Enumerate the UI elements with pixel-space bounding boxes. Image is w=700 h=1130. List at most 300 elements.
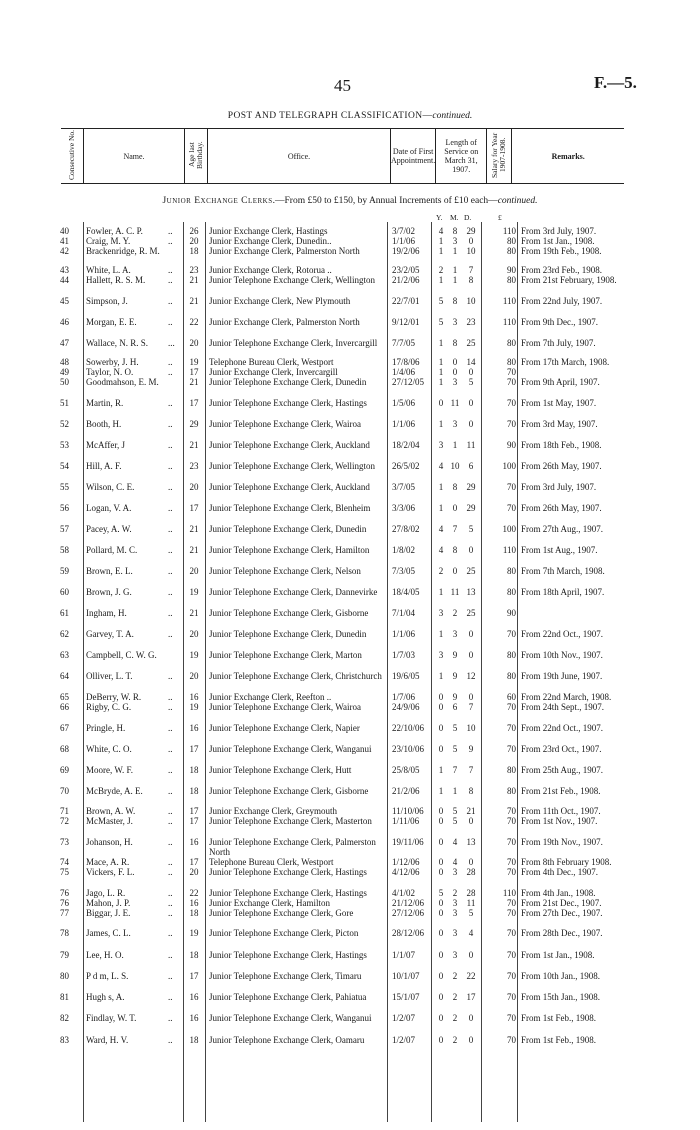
row-remarks: From 15th Jan., 1908. — [521, 992, 601, 1002]
row-service-months: 3 — [452, 928, 458, 938]
row-leader-dots: .. — [168, 629, 173, 639]
unit-months: M. — [450, 213, 459, 222]
row-age: 22 — [189, 317, 199, 327]
row-service-months: 4 — [452, 857, 458, 867]
row-number: 71 — [60, 806, 69, 816]
row-service-months: 9 — [452, 671, 458, 681]
row-remarks: From 7th March, 1908. — [521, 566, 605, 576]
row-service-months: 3 — [452, 629, 458, 639]
row-service-months: 2 — [452, 608, 458, 618]
column-rule — [83, 222, 84, 1122]
row-leader-dots: .. — [168, 992, 173, 1002]
row-service-days: 13 — [466, 837, 476, 847]
row-number: 67 — [60, 723, 69, 733]
row-age: 18 — [189, 246, 199, 256]
row-service-years: 0 — [438, 950, 444, 960]
row-age: 17 — [189, 971, 199, 981]
row-leader-dots: ... — [168, 338, 175, 348]
row-office: Junior Telephone Exchange Clerk, Wanganui — [209, 744, 372, 754]
row-age: 26 — [189, 226, 199, 236]
row-salary: 80 — [507, 246, 516, 256]
row-service-months: 0 — [452, 503, 458, 513]
row-office: Junior Telephone Exchange Clerk, Gisborne — [209, 608, 369, 618]
running-head-continued: continued. — [432, 111, 473, 121]
row-number: 50 — [60, 377, 69, 387]
page-number: 45 — [334, 76, 351, 95]
row-service-days: 25 — [466, 608, 476, 618]
row-date-of-appointment: 4/12/06 — [392, 867, 420, 877]
row-date-of-appointment: 25/8/05 — [392, 765, 420, 775]
row-office: Junior Exchange Clerk, Invercargill — [209, 367, 338, 377]
row-service-days: 0 — [468, 398, 474, 408]
row-office: Junior Exchange Clerk, Dunedin.. — [209, 236, 332, 246]
row-service-days: 0 — [468, 367, 474, 377]
row-service-months: 3 — [452, 867, 458, 877]
row-service-years: 0 — [438, 398, 444, 408]
row-age: 21 — [189, 296, 199, 306]
row-office: Junior Telephone Exchange Clerk, Hastings — [209, 867, 367, 877]
row-number: 73 — [60, 837, 69, 847]
row-date-of-appointment: 3/7/05 — [392, 482, 416, 492]
row-remarks: From 3rd May, 1907. — [521, 419, 598, 429]
row-salary: 70 — [507, 1035, 516, 1045]
row-office: Junior Telephone Exchange Clerk, Dunedin — [209, 629, 367, 639]
row-leader-dots: .. — [168, 296, 173, 306]
row-number: 40 — [60, 226, 69, 236]
row-service-years: 0 — [438, 723, 444, 733]
row-number: 52 — [60, 419, 69, 429]
row-service-days: 0 — [468, 236, 474, 246]
row-service-days: 14 — [466, 357, 476, 367]
row-number: 57 — [60, 524, 69, 534]
row-date-of-appointment: 10/1/07 — [392, 971, 420, 981]
row-remarks: From 9th April, 1907. — [521, 377, 600, 387]
row-office: Junior Telephone Exchange Clerk, Blenheim — [209, 503, 371, 513]
row-date-of-appointment: 1/2/07 — [392, 1035, 416, 1045]
row-service-years: 0 — [438, 992, 444, 1002]
row-service-years: 0 — [438, 837, 444, 847]
row-office: Junior Telephone Exchange Clerk, Wairoa — [209, 702, 362, 712]
row-date-of-appointment: 1/1/06 — [392, 236, 416, 246]
row-salary: 70 — [507, 816, 516, 826]
row-leader-dots: .. — [168, 524, 173, 534]
row-age: 17 — [189, 367, 199, 377]
row-remarks: From 22nd July, 1907. — [521, 296, 603, 306]
row-service-months: 10 — [450, 461, 460, 471]
row-name: Goodmahson, E. M. — [86, 377, 159, 387]
row-service-months: 2 — [452, 992, 458, 1002]
row-name: Ward, H. V. — [86, 1035, 129, 1045]
row-office: Junior Telephone Exchange Clerk, Masterton — [209, 816, 372, 826]
row-service-months: 5 — [452, 723, 458, 733]
row-name: Hallett, R. S. M. — [86, 275, 146, 285]
row-number: 81 — [60, 992, 69, 1002]
row-date-of-appointment: 7/3/05 — [392, 566, 416, 576]
row-leader-dots: .. — [168, 367, 173, 377]
row-age: 17 — [189, 503, 199, 513]
row-office: Junior Telephone Exchange Clerk, Gore — [209, 908, 354, 918]
row-office: Junior Telephone Exchange Clerk, Christchurch — [209, 671, 382, 681]
row-remarks: From 27th Aug., 1907. — [521, 524, 604, 534]
row-office: Junior Exchange Clerk, New Plymouth — [209, 296, 351, 306]
row-service-months: 9 — [452, 650, 458, 660]
row-service-days: 0 — [468, 692, 474, 702]
row-remarks: From 18th Feb., 1908. — [521, 440, 602, 450]
column-header-table — [61, 128, 624, 184]
row-date-of-appointment: 15/1/07 — [392, 992, 420, 1002]
row-service-years: 1 — [438, 587, 444, 597]
row-age: 21 — [189, 275, 199, 285]
row-name: Biggar, J. E. — [86, 908, 131, 918]
row-office: Junior Telephone Exchange Clerk, Nelson — [209, 566, 361, 576]
row-remarks: From 19th Feb., 1908. — [521, 246, 602, 256]
row-office: Junior Exchange Clerk, Hastings — [209, 226, 328, 236]
row-service-months: 1 — [452, 440, 458, 450]
row-service-days: 11 — [466, 440, 476, 450]
row-remarks: From 26th May, 1907. — [521, 461, 602, 471]
header-consecutive-no: Consecutive No. — [61, 129, 84, 184]
row-leader-dots: .. — [168, 482, 173, 492]
row-number: 48 — [60, 357, 69, 367]
row-service-days: 28 — [466, 888, 476, 898]
row-name: Rigby, C. G. — [86, 702, 132, 712]
row-salary: 80 — [507, 587, 516, 597]
row-name: Moore, W. F. — [86, 765, 134, 775]
row-service-days: 7 — [468, 765, 474, 775]
row-date-of-appointment: 3/7/02 — [392, 226, 416, 236]
row-age: 21 — [189, 524, 199, 534]
row-name: Martin, R. — [86, 398, 124, 408]
row-remarks: From 21st Feb., 1908. — [521, 786, 601, 796]
row-salary: 70 — [507, 744, 516, 754]
row-age: 19 — [189, 928, 199, 938]
row-remarks: From 19th Nov., 1907. — [521, 837, 603, 847]
row-name: Logan, V. A. — [86, 503, 132, 513]
row-office: Junior Telephone Exchange Clerk, Wanganui — [209, 1013, 372, 1023]
row-name: P d m, L. S. — [86, 971, 129, 981]
unit-days: D. — [464, 213, 472, 222]
row-name: McAffer, J — [86, 440, 125, 450]
row-name: Wilson, C. E. — [86, 482, 135, 492]
row-age: 17 — [189, 816, 199, 826]
row-number: 66 — [60, 702, 69, 712]
header-age: Age last Birthday. — [185, 129, 208, 184]
row-service-days: 12 — [466, 671, 476, 681]
row-age: 19 — [189, 357, 199, 367]
row-name: Pollard, M. C. — [86, 545, 138, 555]
running-head-main: POST AND TELEGRAPH CLASSIFICATION— — [227, 111, 433, 121]
row-age: 21 — [189, 608, 199, 618]
section-title: Junior Exchange Clerks — [162, 196, 273, 206]
row-salary: 80 — [507, 786, 516, 796]
row-remarks: From 1st Jan., 1908. — [521, 236, 595, 246]
row-service-days: 9 — [468, 744, 474, 754]
row-age: 21 — [189, 545, 199, 555]
row-leader-dots: .. — [168, 857, 173, 867]
row-name: Ingham, H. — [86, 608, 127, 618]
row-date-of-appointment: 19/11/06 — [392, 837, 424, 847]
row-date-of-appointment: 4/1/02 — [392, 888, 416, 898]
row-age: 16 — [189, 992, 199, 1002]
row-date-of-appointment: 1/12/06 — [392, 857, 420, 867]
row-leader-dots: .. — [168, 226, 173, 236]
row-service-days: 0 — [468, 1013, 474, 1023]
row-remarks: From 25th Aug., 1907. — [521, 765, 604, 775]
row-age: 20 — [189, 482, 199, 492]
row-number: 76 — [60, 898, 69, 908]
row-service-years: 5 — [438, 888, 444, 898]
row-service-days: 6 — [468, 461, 474, 471]
row-salary: 70 — [507, 950, 516, 960]
row-age: 19 — [189, 587, 199, 597]
row-date-of-appointment: 1/11/06 — [392, 816, 420, 826]
row-number: 76 — [60, 888, 69, 898]
row-office: Junior Telephone Exchange Clerk, Hastings — [209, 950, 367, 960]
row-service-months: 1 — [452, 786, 458, 796]
row-remarks: From 1st Nov., 1907. — [521, 816, 598, 826]
row-date-of-appointment: 11/10/06 — [392, 806, 424, 816]
row-remarks: From 11th Oct., 1907. — [521, 806, 601, 816]
row-service-months: 6 — [452, 702, 458, 712]
row-name: Brown, E. L. — [86, 566, 133, 576]
row-service-days: 5 — [468, 908, 474, 918]
row-office: Junior Telephone Exchange Clerk, Invercargill — [209, 338, 378, 348]
row-name: Brown, A. W. — [86, 806, 136, 816]
row-remarks: From 1st May, 1907. — [521, 398, 597, 408]
row-name: McBryde, A. E. — [86, 786, 143, 796]
row-service-years: 0 — [438, 1035, 444, 1045]
row-office: Junior Exchange Clerk, Hamilton — [209, 898, 330, 908]
row-leader-dots: .. — [168, 1013, 173, 1023]
row-service-months: 11 — [450, 398, 460, 408]
row-service-months: 8 — [452, 226, 458, 236]
row-service-months: 9 — [452, 692, 458, 702]
row-service-months: 3 — [452, 950, 458, 960]
row-number: 74 — [60, 857, 69, 867]
row-salary: 80 — [507, 275, 516, 285]
row-number: 46 — [60, 317, 69, 327]
row-remarks: From 7th July, 1907. — [521, 338, 596, 348]
row-name: DeBerry, W. R. — [86, 692, 142, 702]
row-leader-dots: .. — [168, 692, 173, 702]
row-leader-dots: .. — [168, 786, 173, 796]
row-leader-dots: .. — [168, 723, 173, 733]
row-service-days: 29 — [466, 503, 476, 513]
row-date-of-appointment: 19/6/05 — [392, 671, 420, 681]
row-number: 80 — [60, 971, 69, 981]
row-office: Telephone Bureau Clerk, Westport — [209, 357, 334, 367]
row-salary: 110 — [502, 888, 516, 898]
row-leader-dots: .. — [168, 867, 173, 877]
row-number: 47 — [60, 338, 69, 348]
row-leader-dots: .. — [168, 765, 173, 775]
row-remarks: From 18th April, 1907. — [521, 587, 605, 597]
row-number: 59 — [60, 566, 69, 576]
header-name: Name. — [84, 129, 185, 184]
row-leader-dots: .. — [168, 265, 173, 275]
row-salary: 70 — [507, 837, 516, 847]
row-number: 41 — [60, 236, 69, 246]
row-remarks: From 1st Feb., 1908. — [521, 1035, 597, 1045]
row-service-years: 1 — [438, 503, 444, 513]
row-service-days: 23 — [466, 317, 476, 327]
row-name: Simpson, J. — [86, 296, 128, 306]
row-age: 20 — [189, 867, 199, 877]
row-leader-dots: .. — [168, 837, 173, 847]
row-service-years: 5 — [438, 317, 444, 327]
row-number: 83 — [60, 1035, 69, 1045]
row-service-months: 0 — [452, 357, 458, 367]
row-service-days: 10 — [466, 723, 476, 733]
section-text: .—From £50 to £150, by Annual Increments of £10 each— — [272, 196, 498, 206]
row-service-days: 10 — [466, 246, 476, 256]
row-name: Jago, L. R. — [86, 888, 126, 898]
row-date-of-appointment: 7/1/04 — [392, 608, 416, 618]
row-leader-dots: .. — [168, 461, 173, 471]
row-service-months: 5 — [452, 744, 458, 754]
row-name: McMaster, J. — [86, 816, 133, 826]
row-remarks: From 22nd Oct., 1907. — [521, 629, 603, 639]
row-number: 78 — [60, 928, 69, 938]
row-service-months: 7 — [452, 524, 458, 534]
row-date-of-appointment: 28/12/06 — [392, 928, 425, 938]
row-service-years: 1 — [438, 419, 444, 429]
row-salary: 110 — [502, 317, 516, 327]
row-leader-dots: .. — [168, 236, 173, 246]
row-name: Vickers, F. L. — [86, 867, 135, 877]
row-name: Booth, H. — [86, 419, 122, 429]
row-service-months: 11 — [450, 587, 460, 597]
row-name: Brown, J. G. — [86, 587, 132, 597]
row-date-of-appointment: 1/7/06 — [392, 692, 416, 702]
row-service-days: 0 — [468, 816, 474, 826]
row-remarks: From 17th March, 1908. — [521, 357, 610, 367]
row-age: 18 — [189, 765, 199, 775]
row-service-days: 29 — [466, 482, 476, 492]
row-salary: 80 — [507, 765, 516, 775]
row-service-years: 1 — [438, 629, 444, 639]
row-service-years: 3 — [438, 608, 444, 618]
row-remarks: From 4th Jan., 1908. — [521, 888, 596, 898]
row-age: 16 — [189, 692, 199, 702]
row-service-days: 5 — [468, 524, 474, 534]
row-remarks: From 23rd Feb., 1908. — [521, 265, 602, 275]
row-service-days: 0 — [468, 1035, 474, 1045]
row-service-years: 1 — [438, 671, 444, 681]
row-number: 42 — [60, 246, 69, 256]
row-salary: 80 — [507, 357, 516, 367]
row-age: 18 — [189, 950, 199, 960]
row-service-days: 5 — [468, 377, 474, 387]
row-salary: 90 — [507, 440, 516, 450]
row-service-months: 1 — [452, 275, 458, 285]
row-leader-dots: .. — [168, 1035, 173, 1045]
row-office: Junior Telephone Exchange Clerk, Gisborne — [209, 786, 369, 796]
row-leader-dots: .. — [168, 566, 173, 576]
row-salary: 70 — [507, 503, 516, 513]
row-remarks: From 9th Dec., 1907. — [521, 317, 598, 327]
header-salary: Salary for Year 1907-1908. — [487, 129, 512, 184]
row-number: 62 — [60, 629, 69, 639]
row-name: Lee, H. O. — [86, 950, 124, 960]
row-salary: 90 — [507, 265, 516, 275]
row-number: 72 — [60, 816, 69, 826]
row-date-of-appointment: 19/2/06 — [392, 246, 420, 256]
row-salary: 80 — [507, 566, 516, 576]
row-number: 68 — [60, 744, 69, 754]
row-number: 58 — [60, 545, 69, 555]
row-service-days: 0 — [468, 629, 474, 639]
row-name: Hill, A. F. — [86, 461, 122, 471]
row-service-days: 0 — [468, 545, 474, 555]
row-service-months: 2 — [452, 971, 458, 981]
row-date-of-appointment: 3/3/06 — [392, 503, 416, 513]
row-service-days: 29 — [466, 226, 476, 236]
row-age: 21 — [189, 377, 199, 387]
row-service-days: 8 — [468, 275, 474, 285]
row-salary: 80 — [507, 338, 516, 348]
row-office: Junior Telephone Exchange Clerk, Dannevirke — [209, 587, 378, 597]
row-service-months: 3 — [452, 377, 458, 387]
row-service-days: 21 — [466, 806, 476, 816]
row-date-of-appointment: 24/9/06 — [392, 702, 420, 712]
row-service-years: 1 — [438, 765, 444, 775]
row-office: Junior Telephone Exchange Clerk, Dunedin — [209, 377, 367, 387]
column-rule — [205, 222, 206, 1122]
row-leader-dots: .. — [168, 398, 173, 408]
row-age: 17 — [189, 806, 199, 816]
row-leader-dots: .. — [168, 950, 173, 960]
row-service-days: 25 — [466, 566, 476, 576]
row-salary: 70 — [507, 992, 516, 1002]
row-number: 75 — [60, 867, 69, 877]
unit-years: Y. — [436, 213, 443, 222]
row-remarks: From 19th June, 1907. — [521, 671, 603, 681]
row-office: Junior Telephone Exchange Clerk, Napier — [209, 723, 360, 733]
row-service-years: 1 — [438, 357, 444, 367]
row-salary: 70 — [507, 908, 516, 918]
header-date-first-appointment: Date of First Appointment. — [391, 129, 436, 184]
row-number: 45 — [60, 296, 69, 306]
row-name: Brackenridge, R. M. — [86, 246, 160, 256]
row-age: 18 — [189, 786, 199, 796]
row-leader-dots: .. — [168, 806, 173, 816]
row-service-days: 0 — [468, 950, 474, 960]
row-service-years: 1 — [438, 786, 444, 796]
row-name: Hugh s, A. — [86, 992, 125, 1002]
row-salary: 70 — [507, 898, 516, 908]
row-service-months: 3 — [452, 236, 458, 246]
row-office: Junior Telephone Exchange Clerk, Wellington — [209, 461, 376, 471]
row-service-months: 8 — [452, 482, 458, 492]
document-reference: F.—5. — [594, 73, 637, 92]
row-service-days: 17 — [466, 992, 476, 1002]
row-office: Junior Telephone Exchange Clerk, Oamaru — [209, 1035, 365, 1045]
row-date-of-appointment: 7/7/05 — [392, 338, 416, 348]
row-service-years: 4 — [438, 524, 444, 534]
row-leader-dots: .. — [168, 587, 173, 597]
row-office: Junior Exchange Clerk, Palmerston North — [209, 317, 360, 327]
row-salary: 110 — [502, 296, 516, 306]
row-salary: 70 — [507, 702, 516, 712]
row-service-years: 0 — [438, 867, 444, 877]
row-service-years: 1 — [438, 246, 444, 256]
row-remarks: From 3rd July, 1907. — [521, 226, 597, 236]
row-name: Taylor, N. O. — [86, 367, 134, 377]
row-service-years: 4 — [438, 545, 444, 555]
row-service-years: 1 — [438, 377, 444, 387]
row-name: James, C. L. — [86, 928, 131, 938]
